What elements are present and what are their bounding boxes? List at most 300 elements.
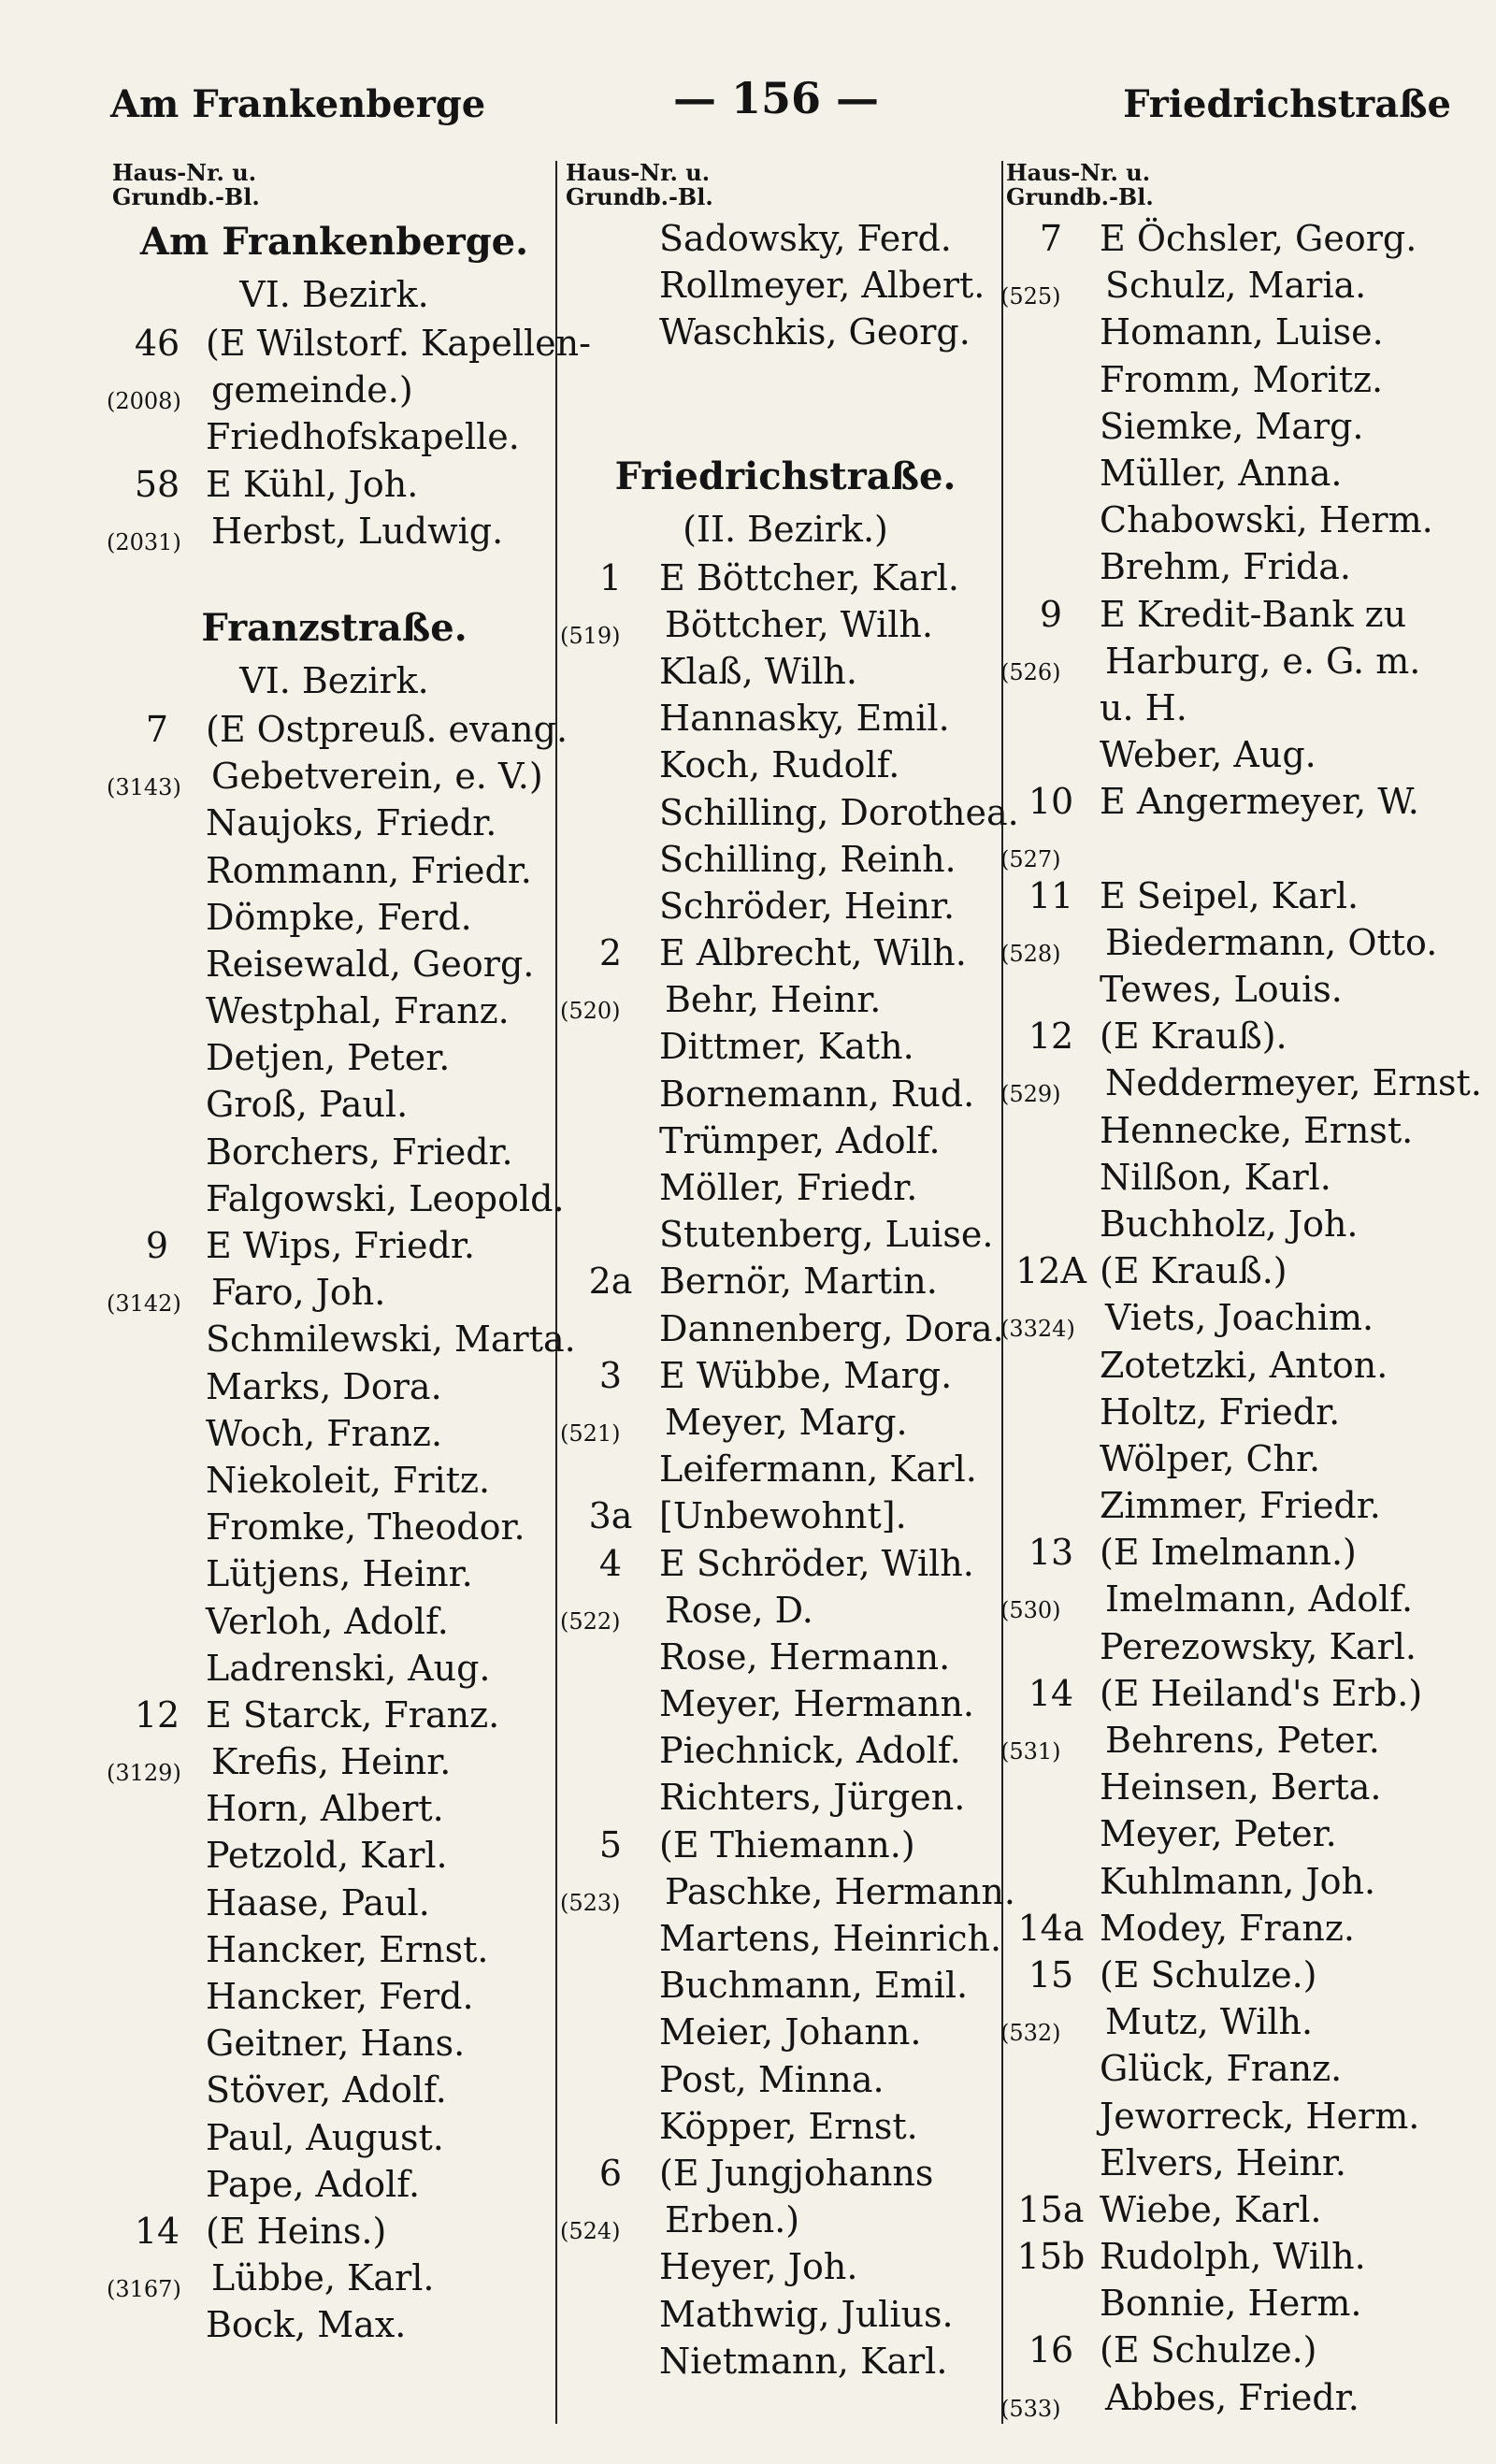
directory-entry [566,1305,1005,1352]
directory-entry [1006,450,1474,497]
land-register-number: (2031) [107,528,181,555]
directory-entry [112,1973,556,2020]
resident-name: Köpper, Ernst. [659,2105,918,2147]
house-number: 7 [145,708,169,750]
resident-name: Post, Minna. [659,2058,885,2100]
directory-entry [1006,1247,1474,1294]
resident-name: Bock, Max. [206,2304,407,2346]
directory-entry [107,508,556,555]
directory-entry [1006,215,1474,262]
resident-name: Koch, Rudolf. [659,744,900,786]
resident-name: Heinsen, Berta. [1100,1766,1382,1808]
resident-name: Bernör, Martin. [659,1261,938,1303]
resident-name: Neddermeyer, Ernst. [1105,1062,1482,1104]
house-number: 2 [598,932,623,974]
directory-entry [112,1692,556,1738]
column-heading-line: Grundb.-Bl. [566,183,713,210]
column-heading [566,161,1005,209]
resident-name: E Starck, Franz. [206,1693,500,1736]
resident-name: Dannenberg, Dora. [659,1307,1004,1349]
directory-entry [112,2301,556,2348]
directory-entry [1006,872,1474,919]
directory-entry [566,742,1005,788]
directory-entry [1006,591,1474,638]
house-number: 12A [1015,1250,1086,1292]
resident-name: Gebetverein, e. V.) [211,756,543,798]
resident-name: E Kredit-Bank zu [1100,593,1407,635]
house-number: 58 [134,463,180,505]
directory-entry [566,1164,1005,1211]
directory-entry [1000,1576,1474,1624]
resident-name: Niekoleit, Fritz. [206,1459,491,1501]
resident-name: Zimmer, Friedr. [1100,1485,1381,1527]
resident-name: Sadowsky, Ferd. [659,218,952,259]
resident-name: Heyer, Joh. [659,2246,858,2288]
directory-entry [566,1071,1005,1117]
resident-name: Weber, Aug. [1100,734,1316,776]
resident-name: Marks, Dora. [206,1365,442,1407]
directory-entry [112,800,556,846]
house-number: 14a [1017,1907,1085,1949]
resident-name: (E Heins.) [206,2210,387,2252]
directory-entry [1006,356,1474,403]
directory-entry [112,894,556,941]
resident-name: Wiebe, Karl. [1100,2188,1322,2230]
resident-name: Nietmann, Karl. [659,2340,948,2382]
directory-entry [566,836,1005,883]
land-register-number: (521) [560,1419,621,1447]
resident-name: Harburg, e. G. m. [1105,640,1421,682]
resident-name: E Schröder, Wilh. [659,1542,974,1584]
resident-name: u. H. [1100,686,1187,728]
directory-entry [566,2291,1005,2338]
column-heading-line: Haus-Nr. u. [566,159,711,186]
house-number: 3a [588,1495,633,1537]
directory-entry [1006,1670,1474,1717]
resident-name: Chabowski, Herm. [1100,499,1433,541]
resident-name: (E Schulze.) [1100,2329,1317,2371]
directory-entry [112,2067,556,2113]
directory-entry [112,2161,556,2208]
resident-name: Jeworreck, Herm. [1100,2095,1420,2137]
resident-name: Müller, Anna. [1100,452,1343,494]
directory-entry [566,1727,1005,1774]
resident-name: Wölper, Chr. [1100,1437,1321,1479]
resident-name: (E Krauß). [1100,1016,1287,1058]
resident-name: Schilling, Dorothea. [659,791,1019,833]
resident-name: Woch, Franz. [206,1412,443,1454]
directory-entry [112,1081,556,1128]
column-heading [112,161,556,209]
resident-name: Meier, Johann. [659,2011,922,2053]
resident-name: Behrens, Peter. [1105,1720,1380,1761]
column-3 [1000,159,1482,2433]
resident-name: Schröder, Heinr. [659,885,956,927]
column-heading [1006,161,1474,209]
resident-name: Nilßon, Karl. [1100,1156,1331,1198]
resident-name: Homann, Luise. [1100,311,1384,353]
house-number: 4 [598,1542,623,1584]
resident-name: Rommann, Friedr. [206,849,532,891]
directory-entry [566,1258,1005,1304]
street-heading: Friedrichstraße. [614,454,957,498]
directory-entry [1000,1294,1474,1343]
directory-entry [566,1492,1005,1539]
resident-name: Böttcher, Wilh. [665,603,933,645]
house-number: 11 [1028,874,1074,916]
resident-name: gemeinde.) [211,369,413,411]
directory-entry [112,1645,556,1692]
resident-name: Tewes, Louis. [1100,969,1343,1010]
header-right-street: Friedrichstraße [1123,82,1451,126]
resident-name: Haase, Paul. [206,1881,430,1924]
directory-entry [1006,1952,1474,1998]
house-number: 2a [588,1261,633,1303]
land-register-number: (523) [560,1889,621,1916]
directory-entry [112,1316,576,1362]
resident-name: Paul, August. [206,2116,444,2158]
directory-entry [1006,731,1474,778]
directory-entry [112,2114,556,2161]
district-label: VI. Bezirk. [239,274,429,315]
directory-entry [112,320,591,367]
resident-name: Behr, Heinr. [665,979,882,1021]
resident-name: Kuhlmann, Joh. [1100,1860,1376,1902]
resident-name: Meyer, Peter. [1100,1813,1337,1855]
directory-entry [566,1774,1005,1821]
directory-entry [566,1446,1005,1492]
resident-name: Schmilewski, Marta. [206,1318,576,1361]
resident-name: (E Jungjohanns [659,2152,934,2194]
directory-entry [566,1352,1005,1399]
resident-name: Buchmann, Emil. [659,1965,969,2007]
directory-entry [566,1822,1005,1868]
resident-name: Meyer, Hermann. [659,1683,975,1725]
resident-name: Mathwig, Julius. [659,2293,954,2335]
directory-entry [560,1399,1005,1447]
directory-entry [112,706,568,753]
resident-name: Leifermann, Karl. [659,1448,977,1491]
directory-entry [112,1880,556,1926]
resident-name: (E Ostpreuß. evang. [206,708,568,750]
directory-entry [1006,2093,1474,2140]
header-left-street: Am Frankenberge [110,82,486,126]
directory-entry [560,2197,1005,2245]
resident-name: Glück, Franz. [1100,2048,1343,2090]
land-register-number: (520) [560,998,621,1025]
directory-entry [1000,638,1474,685]
resident-name: Klaß, Wilh. [659,650,857,692]
resident-name: E Seipel, Karl. [1100,874,1359,916]
directory-entry [112,1926,556,1973]
directory-entry [566,1915,1005,1962]
directory-entry [1006,309,1474,355]
directory-entry [1000,1059,1482,1108]
resident-name: E Wips, Friedr. [206,1225,475,1266]
directory-entry [1006,2045,1474,2092]
page-header [0,73,1496,129]
directory-entry [112,1832,556,1879]
house-number: 3 [598,1354,623,1396]
resident-name: Mutz, Wilh. [1105,2001,1314,2043]
land-register-number: (529) [1000,1081,1061,1108]
house-number: 12 [134,1693,180,1736]
resident-name: Zotetzki, Anton. [1100,1344,1388,1386]
resident-name: (E Thiemann.) [659,1823,915,1866]
resident-name: Richters, Jürgen. [659,1777,966,1819]
directory-entry [112,2020,556,2067]
resident-name: Erben.) [665,2199,800,2241]
directory-entry [1006,2140,1474,2186]
directory-entry [566,1540,1005,1587]
land-register-number: (3324) [1000,1316,1075,1343]
directory-entry [566,309,1005,355]
resident-name: Waschkis, Georg. [659,311,971,353]
resident-name: Martens, Heinrich. [659,1918,1002,1959]
house-number: 16 [1028,2329,1074,2371]
resident-name: Westphal, Franz. [206,990,510,1032]
directory-entry [1006,966,1474,1013]
directory-entry [566,2009,1005,2055]
directory-entry [1006,1905,1474,1952]
directory-entry [112,2208,556,2255]
resident-name: E Albrecht, Wilh. [659,932,967,974]
land-register-number: (530) [1000,1597,1061,1624]
column-heading-line: Grundb.-Bl. [1006,183,1154,210]
house-number: 9 [145,1225,169,1266]
resident-name: Rose, D. [665,1589,813,1631]
resident-name: Pape, Adolf. [206,2163,421,2205]
house-number: 15b [1016,2236,1086,2278]
resident-name: Dittmer, Kath. [659,1026,914,1068]
directory-entry [1000,1998,1474,2047]
resident-name: Paschke, Hermann. [665,1870,1015,1912]
directory-entry [1000,2374,1474,2422]
directory-entry [1006,1389,1474,1435]
directory-entry [1006,1342,1474,1389]
resident-name: Piechnick, Adolf. [659,1730,961,1772]
resident-name: Stöver, Adolf. [206,2069,447,2111]
resident-name: Horn, Albert. [206,1788,444,1830]
directory-entry [560,1587,1005,1635]
directory-entry [112,847,556,894]
resident-name: Geitner, Hans. [206,2023,466,2065]
directory-entry [566,1962,1005,2009]
directory-entry [566,648,1005,695]
directory-entry [566,929,1005,976]
resident-name: Schulz, Maria. [1105,265,1367,307]
resident-name: Borchers, Friedr. [206,1131,513,1173]
house-number: 9 [1039,593,1063,635]
directory-entry [566,2056,1005,2103]
directory-entry [112,1410,556,1457]
resident-name: Verloh, Adolf. [206,1600,449,1642]
land-register-number: (526) [1000,658,1061,685]
directory-entry [566,2103,1005,2150]
directory-entry [566,1117,1005,1164]
resident-name: Abbes, Friedr. [1105,2376,1359,2418]
resident-name: Holtz, Friedr. [1100,1391,1341,1433]
resident-name: Bornemann, Rud. [659,1073,975,1115]
directory-entry [566,2150,1005,2197]
house-number: 15 [1028,1953,1074,1996]
spacer [566,403,1005,450]
directory-entry [560,976,1005,1025]
directory-entry [566,1634,1005,1680]
land-register-number: (3129) [107,1760,181,1787]
resident-name: Siemke, Marg. [1100,405,1364,447]
resident-name: Detjen, Peter. [206,1037,451,1079]
land-register-number: (522) [560,1607,621,1635]
resident-name: [Unbewohnt]. [659,1495,907,1537]
column-heading-line: Grundb.-Bl. [112,183,260,210]
resident-name: E Böttcher, Karl. [659,556,959,598]
page-number: — 156 — [673,73,880,123]
resident-name: E Angermeyer, W. [1100,781,1419,823]
resident-name: Fromke, Theodor. [206,1506,525,1549]
directory-entry [1006,1201,1474,1247]
land-register-number: (3167) [107,2276,181,2303]
directory-entry [112,987,556,1034]
land-register-number: (524) [560,2218,621,2245]
directory-entry [1006,2327,1474,2373]
directory-entry [1000,825,1474,873]
resident-name: Falgowski, Leopold. [206,1177,565,1219]
directory-entry [112,1034,556,1081]
resident-name: Lütjens, Heinr. [206,1553,473,1595]
directory-entry [1000,1717,1474,1765]
street-heading: Am Frankenberge. [139,220,529,264]
directory-entry [1006,1482,1474,1529]
resident-name: (E Schulze.) [1100,1953,1317,1996]
directory-entry [566,215,1005,262]
directory-entry [1006,1107,1474,1154]
house-number: 7 [1039,218,1063,259]
house-number: 14 [134,2210,180,2252]
land-register-number: (3143) [107,774,181,801]
resident-name: Lübbe, Karl. [211,2257,435,2299]
resident-name: Schilling, Reinh. [659,838,957,880]
directory-entry [1006,543,1474,590]
land-register-number: (519) [560,622,621,649]
resident-name: (E Wilstorf. Kapellen- [206,323,591,364]
house-number: 1 [598,556,623,598]
resident-name: Imelmann, Adolf. [1105,1578,1414,1621]
house-number: 10 [1028,781,1074,823]
directory-entry [107,367,556,415]
street-heading: Franzstraße. [201,605,468,650]
directory-entry [1006,1810,1474,1857]
resident-name: Friedhofskapelle. [206,416,520,458]
directory-entry [1006,2186,1474,2233]
house-number: 6 [598,2152,623,2194]
resident-name: Buchholz, Joh. [1100,1203,1359,1245]
resident-name: Elvers, Heinr. [1100,2141,1346,2183]
resident-name: Perezowsky, Karl. [1100,1625,1417,1667]
directory-entry [566,555,1005,601]
directory-entry [566,695,1005,742]
directory-entry [1006,1623,1474,1670]
directory-entry [566,1211,1005,1258]
directory-entry [1006,1435,1474,1482]
column-heading-line: Haus-Nr. u. [112,159,257,186]
district-label: (II. Bezirk.) [683,508,888,550]
resident-name: Biedermann, Otto. [1105,921,1438,963]
resident-name: Faro, Joh. [211,1272,386,1314]
directory-entry [1006,2233,1474,2280]
directory-entry [566,1680,1005,1727]
directory-entry [1006,1013,1474,1059]
resident-name: Rose, Hermann. [659,1635,951,1678]
directory-entry [112,1550,556,1597]
directory-entry [107,1269,556,1318]
resident-name: Viets, Joachim. [1105,1297,1374,1339]
resident-name: Stutenberg, Luise. [659,1214,994,1256]
house-number: 46 [134,323,180,364]
resident-name: Rollmeyer, Albert. [659,265,985,307]
land-register-number: (527) [1000,846,1061,873]
resident-name: Trümper, Adolf. [659,1119,941,1161]
resident-name: Naujoks, Friedr. [206,802,497,844]
directory-entry [112,1363,556,1410]
resident-name: Hancker, Ernst. [206,1928,489,1970]
column-heading-line: Haus-Nr. u. [1006,159,1151,186]
directory-entry [1006,1529,1474,1576]
directory-entry [1006,2280,1474,2327]
land-register-number: (532) [1000,2020,1061,2047]
house-number: 14 [1028,1672,1074,1714]
column-2 [560,159,1019,2433]
district-label: VI. Bezirk. [239,659,429,701]
resident-name: E Kühl, Joh. [206,463,419,505]
directory-entry [112,1175,565,1222]
directory-entry [1006,684,1474,731]
directory-entry [107,753,556,801]
directory-entry [560,601,1005,649]
resident-name: Rudolph, Wilh. [1100,2236,1366,2278]
directory-entry [560,1868,1015,1916]
resident-name: Bonnie, Herm. [1100,2283,1362,2325]
directory-entry [112,461,556,508]
resident-name: Hennecke, Ernst. [1100,1109,1414,1151]
directory-entry [1006,403,1474,450]
house-number: 5 [598,1823,623,1866]
house-number: 12 [1028,1016,1074,1058]
directory-entry [1000,262,1474,310]
directory-entry [112,1504,556,1550]
resident-name: Möller, Friedr. [659,1167,918,1208]
resident-name: Hancker, Ferd. [206,1976,474,2017]
directory-entry [1006,1154,1474,1201]
directory-entry [1006,497,1474,543]
land-register-number: (528) [1000,940,1061,967]
resident-name: (E Heiland's Erb.) [1100,1672,1423,1714]
land-register-number: (2008) [107,388,181,415]
resident-name: Reisewald, Georg. [206,943,535,985]
resident-name: Hannasky, Emil. [659,698,950,740]
land-register-number: (525) [1000,283,1061,310]
land-register-number: (531) [1000,1738,1061,1765]
directory-entry [107,1738,556,1787]
directory-entry [566,2338,1005,2385]
resident-name: Brehm, Frida. [1100,546,1351,588]
land-register-number: (3142) [107,1290,181,1318]
house-number: 13 [1028,1532,1074,1574]
resident-name: Groß, Paul. [206,1084,409,1126]
directory-entry [1006,1764,1474,1810]
directory-entry [566,789,1019,836]
house-number: 15a [1017,2188,1085,2230]
